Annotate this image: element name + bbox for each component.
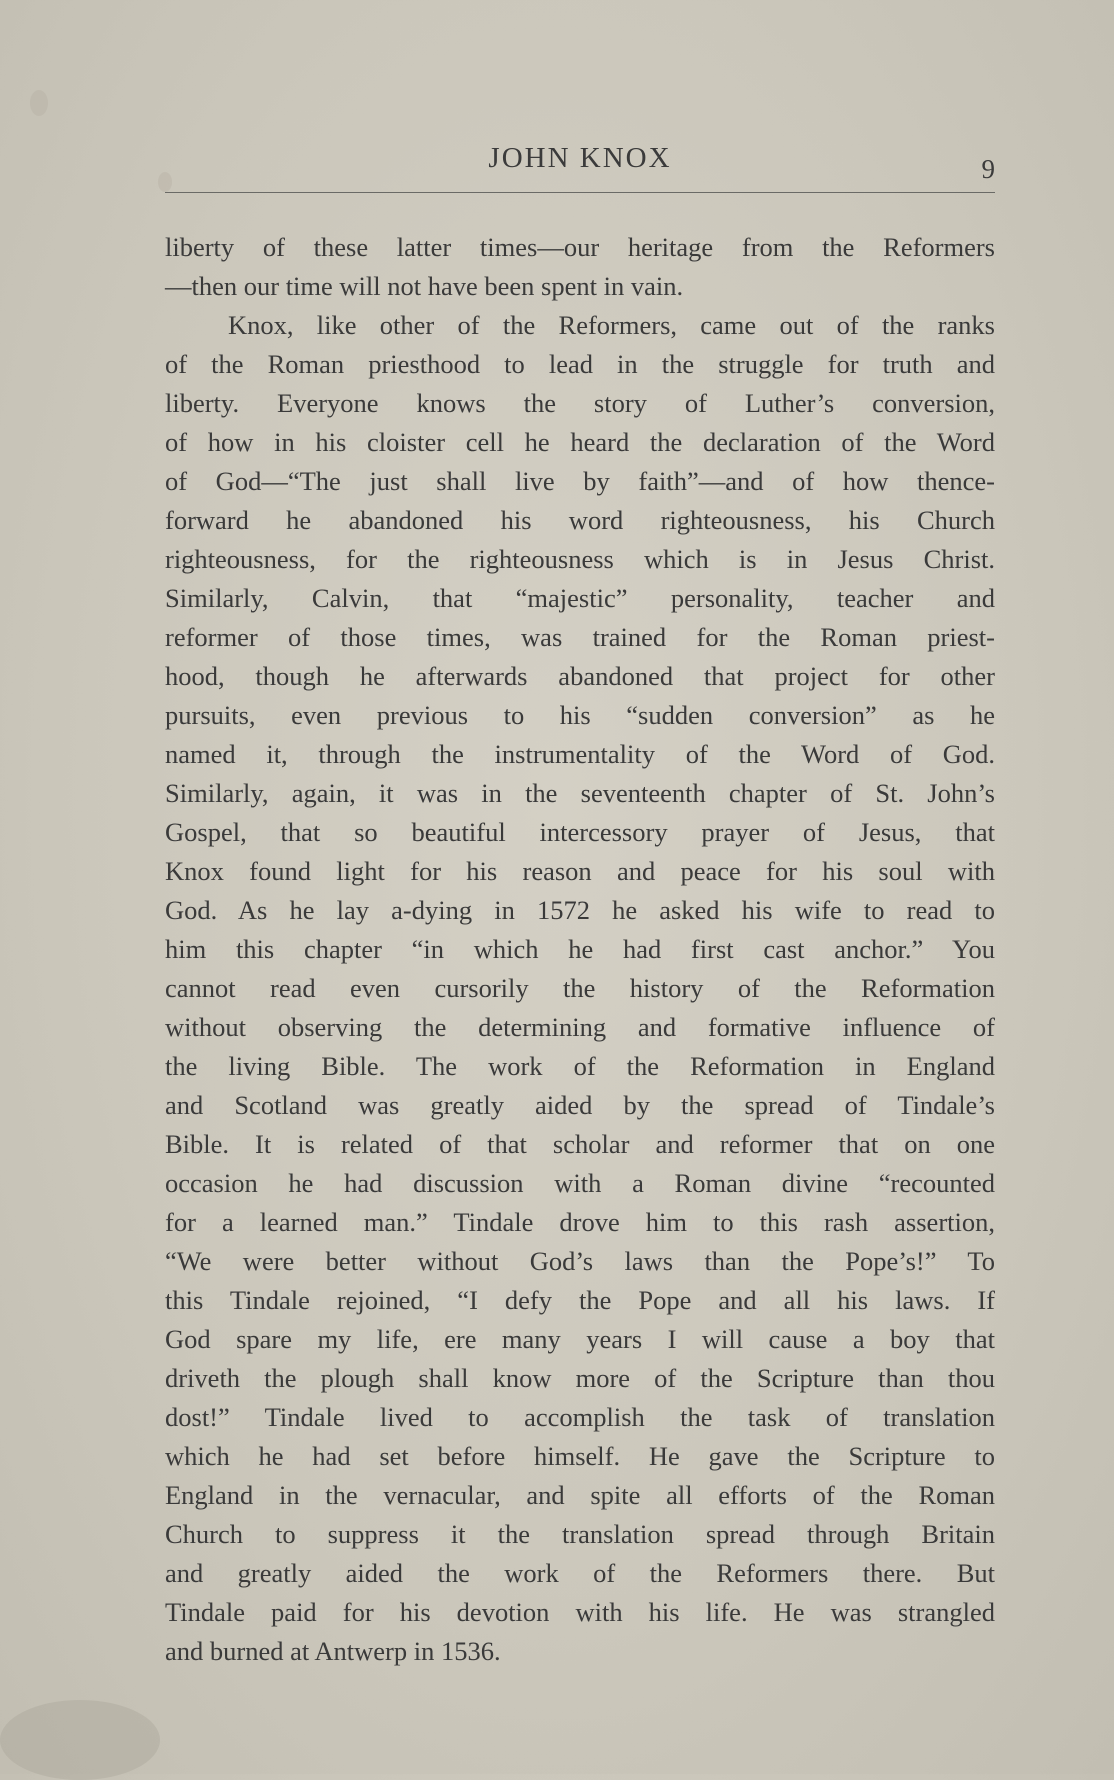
header-rule: [165, 192, 995, 193]
text-line: liberty of these latter times—our heritage from the Reformers: [165, 232, 995, 262]
text-line: England in the vernacular, and spite all efforts of the Roman: [165, 1480, 995, 1510]
text-line: dost!” Tindale lived to accomplish the task of translation: [165, 1402, 995, 1432]
text-line: Similarly, Calvin, that “majestic” personality, teacher and: [165, 583, 995, 613]
text-line: reformer of those times, was trained for the Roman priest-: [165, 622, 995, 652]
text-line: Similarly, again, it was in the seventeenth chapter of St. John’s: [165, 778, 995, 808]
text-line: cannot read even cursorily the history of the Reformation: [165, 973, 995, 1003]
text-line: driveth the plough shall know more of the Scripture than thou: [165, 1363, 995, 1393]
text-line: —then our time will not have been spent in vain.: [165, 271, 684, 301]
running-head: [165, 142, 995, 186]
text-line: and Scotland was greatly aided by the spread of Tindale’s: [165, 1090, 995, 1120]
running-title: JOHN KNOX: [488, 142, 672, 174]
text-line: for a learned man.” Tindale drove him to this rash assertion,: [165, 1207, 995, 1237]
text-line: which he had set before himself. He gave the Scripture to: [165, 1441, 995, 1471]
text-line: Gospel, that so beautiful intercessory prayer of Jesus, that: [165, 817, 995, 847]
text-line: Church to suppress it the translation spread through Britain: [165, 1519, 995, 1549]
text-line: of God—“The just shall live by faith”—and of how thence-: [165, 466, 995, 496]
text-line: and burned at Antwerp in 1536.: [165, 1636, 501, 1666]
text-line: Bible. It is related of that scholar and reformer that on one: [165, 1129, 995, 1159]
text-line: “We were better without God’s laws than the Pope’s!” To: [165, 1246, 995, 1276]
text-line: liberty. Everyone knows the story of Luther’s conversion,: [165, 388, 995, 418]
text-line: without observing the determining and formative influence of: [165, 1012, 995, 1042]
paper-stain: [30, 90, 48, 116]
text-line: hood, though he afterwards abandoned that project for other: [165, 661, 995, 691]
text-line: him this chapter “in which he had first cast anchor.” You: [165, 934, 995, 964]
text-line: the living Bible. The work of the Reformation in England: [165, 1051, 995, 1081]
text-line: named it, through the instrumentality of the Word of God.: [165, 739, 995, 769]
text-line: of how in his cloister cell he heard the declaration of the Word: [165, 427, 995, 457]
text-line: occasion he had discussion with a Roman divine “recounted: [165, 1168, 995, 1198]
body-text: [165, 228, 995, 1671]
text-line: righteousness, for the righteousness which is in Jesus Christ.: [165, 544, 995, 574]
text-line: God. As he lay a-dying in 1572 he asked his wife to read to: [165, 895, 995, 925]
text-line: of the Roman priesthood to lead in the struggle for truth and: [165, 349, 995, 379]
text-line: Knox, like other of the Reformers, came out of the ranks: [228, 310, 995, 340]
page-number: 9: [981, 154, 995, 184]
paper-stain: [0, 1700, 160, 1780]
text-line: forward he abandoned his word righteousness, his Church: [165, 505, 995, 535]
text-line: Knox found light for his reason and peace for his soul with: [165, 856, 995, 886]
text-line: God spare my life, ere many years I will cause a boy that: [165, 1324, 995, 1354]
text-line: Tindale paid for his devotion with his life. He was strangled: [165, 1597, 995, 1627]
text-line: this Tindale rejoined, “I defy the Pope and all his laws. If: [165, 1285, 995, 1315]
text-line: and greatly aided the work of the Reformers there. But: [165, 1558, 995, 1588]
text-line: pursuits, even previous to his “sudden conversion” as he: [165, 700, 995, 730]
